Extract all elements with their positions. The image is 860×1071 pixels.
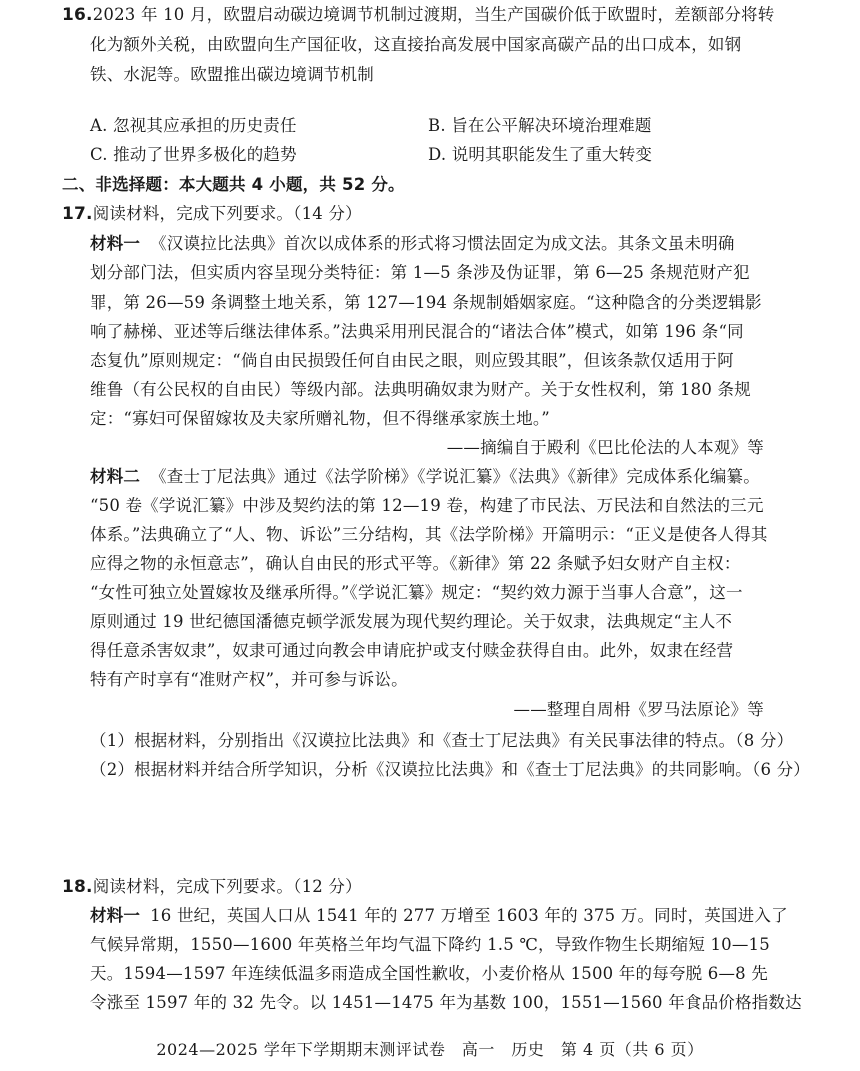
q17-m1-text-1: 《汉谟拉比法典》首次以成体系的形式将习惯法固定为成文法。其条文虽未明确 <box>150 234 735 253</box>
q17-m1-line-1 <box>90 234 735 254</box>
q17-m2-line-7: 得任意杀害奴隶”，奴隶可通过向教会申请庇护或支付赎金获得自由。此外，奴隶在经营 <box>90 641 734 660</box>
q17-material2-source: ——整理自周枏《罗马法原论》等 <box>513 700 764 719</box>
q16-option-b: B. 旨在公平解决环境治理难题 <box>428 116 652 135</box>
q17-prompt-line <box>62 204 362 224</box>
q17-m1-line-6: 维鲁（有公民权的自由民）等级内部。法典明确奴隶为财产。关于女性权利，第 180 条规 <box>90 380 751 399</box>
q16-option-c: C. 推动了世界多极化的趋势 <box>90 145 297 164</box>
q16-stem-line-3: 铁、水泥等。欧盟推出碳边境调节机制 <box>90 65 374 84</box>
q18-m1-text-1: 16 世纪，英国人口从 1541 年的 277 万增至 1603 年的 375 万。同时，英国进入了 <box>150 906 788 925</box>
q17-m2-line-2: “50 卷《学说汇纂》中涉及契约法的第 12—19 卷，构建了市民法、万民法和自然法的三元 <box>90 496 764 515</box>
q17-m1-line-3: 罪，第 26—59 条调整土地关系，第 127—194 条规制婚姻家庭。“这种隐含的分类逻辑影 <box>90 293 762 312</box>
q16-option-a: A. 忽视其应承担的历史责任 <box>90 116 297 135</box>
q17-m2-line-4: 应得之物的永恒意志”，确认自由民的形式平等。《新律》第 22 条赋予妇女财产自主权： <box>90 554 741 573</box>
q17-m2-text-1: 《查士丁尼法典》通过《法学阶梯》《学说汇纂》《法典》《新律》完成体系化编纂。 <box>150 467 760 486</box>
q18-m1-line-3: 天。1594—1597 年连续低温多雨造成全国性歉收，小麦价格从 1500 年的每夸脱 6—8 先 <box>90 964 768 983</box>
q16-stem-line-2: 化为额外关税，由欧盟向生产国征收，这直接抬高发展中国家高碳产品的出口成本，如钢 <box>90 35 742 54</box>
q17-m2-line-5: “女性可独立处置嫁妆及继承所得。”《学说汇纂》规定：“契约效力源于当事人合意”，这一 <box>90 583 743 602</box>
q17-m2-line-6: 原则通过 19 世纪德国潘德克顿学派发展为现代契约理论。关于奴隶，法典规定“主人不 <box>90 612 733 631</box>
q18-m1-line-1 <box>90 906 788 926</box>
q16-option-d: D. 说明其职能发生了重大转变 <box>428 145 653 164</box>
page-footer: 2024—2025 学年下学期期末测评试卷 高一 历史 第 4 页（共 6 页） <box>156 1040 704 1059</box>
q17-m2-line-1 <box>90 467 760 487</box>
q17-material1-label: 材料一 <box>90 234 141 253</box>
q18-prompt-line <box>62 877 362 897</box>
q18-prompt: 阅读材料，完成下列要求。（12 分） <box>92 877 362 896</box>
q17-m2-line-3: 体系。”法典确立了“人、物、诉讼”三分结构，其《法学阶梯》开篇明示：“正义是使各人得其 <box>90 525 768 544</box>
section2-heading: 二、非选择题：本大题共 4 小题，共 52 分。 <box>62 175 405 194</box>
q16-number: 16. <box>62 5 93 25</box>
q17-m2-line-8: 特有产时享有“准财产权”，并可参与诉讼。 <box>90 670 408 689</box>
q18-material1-label: 材料一 <box>90 906 141 925</box>
q17-m1-line-5: 态复仇”原则规定：“倘自由民损毁任何自由民之眼，则应毁其眼”，但该条款仅适用于阿 <box>90 351 734 370</box>
q16-stem-line-1 <box>62 5 774 25</box>
q17-m1-line-4: 响了赫梯、亚述等后继法律体系。”法典采用刑民混合的“诸法合体”模式，如第 196 条“同 <box>90 322 744 341</box>
q18-number: 18. <box>62 877 93 897</box>
q17-material1-source: ——摘编自于殿利《巴比伦法的人本观》等 <box>446 438 764 457</box>
q18-m1-line-2: 气候异常期，1550—1600 年英格兰年均气温下降约 1.5 ℃，导致作物生长期缩短 10—15 <box>90 935 770 954</box>
q17-prompt: 阅读材料，完成下列要求。（14 分） <box>92 204 362 223</box>
q17-question-1: （1）根据材料，分别指出《汉谟拉比法典》和《查士丁尼法典》有关民事法律的特点。（8 分） <box>90 731 794 750</box>
q17-m1-line-7: 定：“寡妇可保留嫁妆及夫家所赠礼物，但不得继承家族土地。” <box>90 409 550 428</box>
q17-m1-line-2: 划分部门法，但实质内容呈现分类特征：第 1—5 条涉及伪证罪，第 6—25 条规范财产犯 <box>90 263 750 282</box>
q17-number: 17. <box>62 204 93 224</box>
q16-stem-text-1: 2023 年 10 月，欧盟启动碳边境调节机制过渡期，当生产国碳价低于欧盟时，差额部分将转 <box>92 5 775 24</box>
q17-question-2: （2）根据材料并结合所学知识，分析《汉谟拉比法典》和《查士丁尼法典》的共同影响。（6 分） <box>90 760 810 779</box>
q18-m1-line-4: 令涨至 1597 年的 32 先令。以 1451—1475 年为基数 100，1551—1560 年食品价格指数达 <box>90 993 802 1012</box>
q17-material2-label: 材料二 <box>90 467 141 486</box>
